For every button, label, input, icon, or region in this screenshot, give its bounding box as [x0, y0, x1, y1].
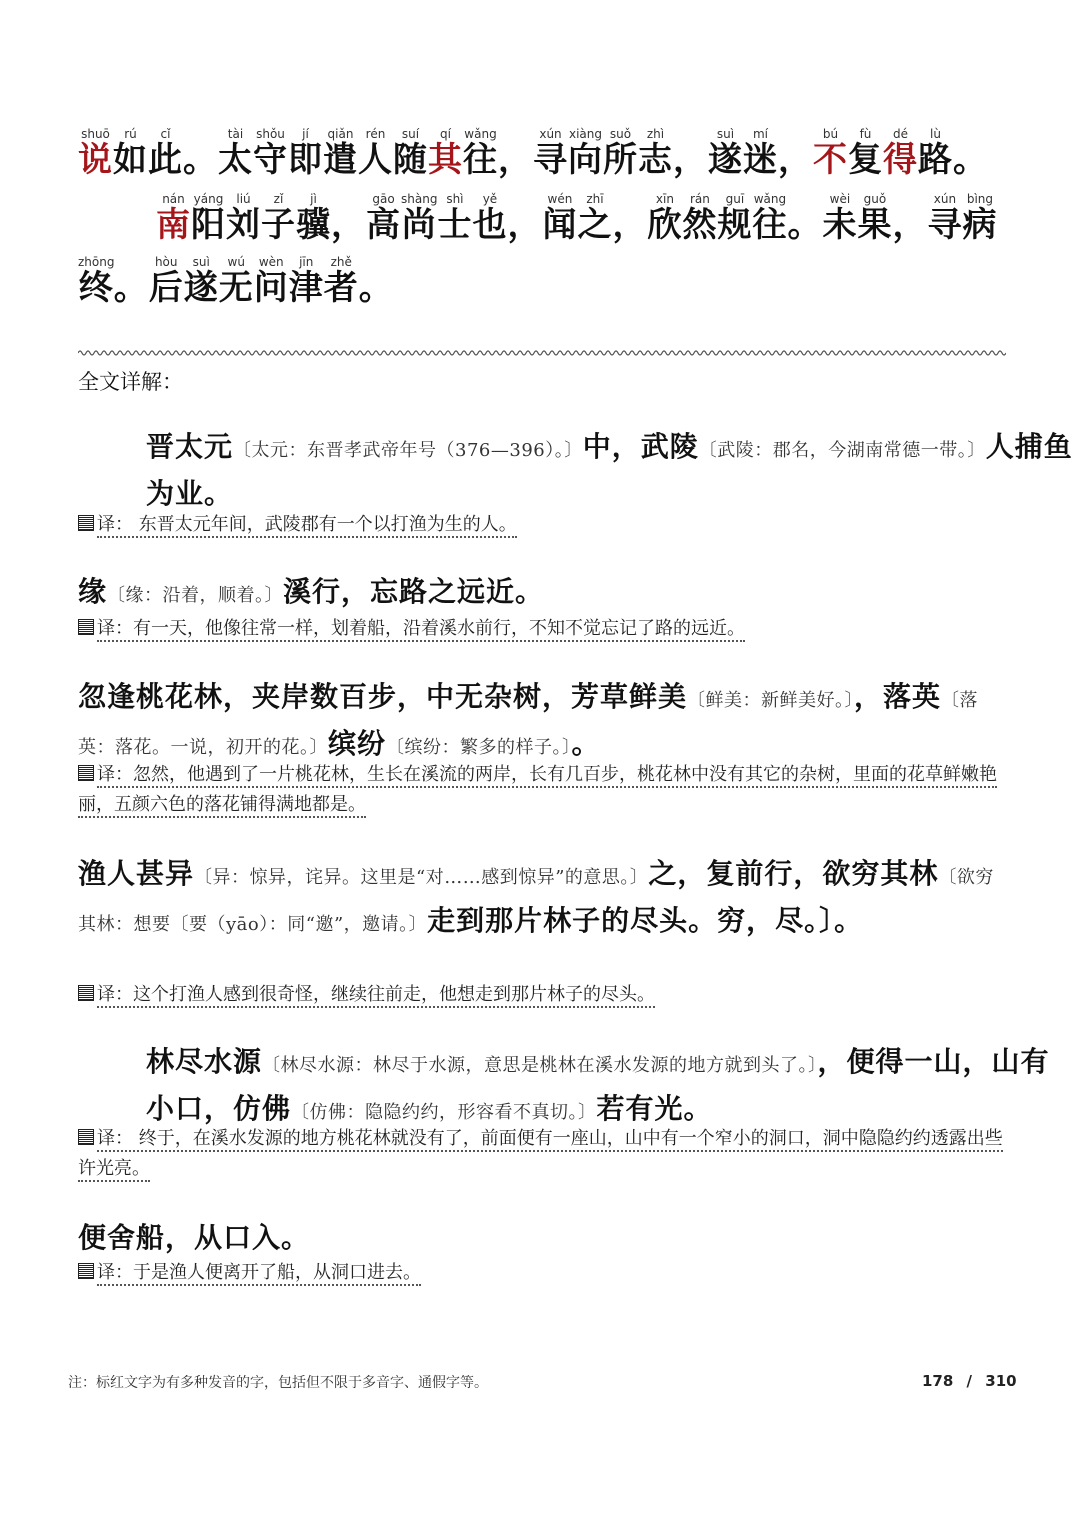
- footer-note: 注：标红文字为有多种发音的字，包括但不限于多音字、通假字等。: [68, 1375, 488, 1391]
- page-current: 178: [922, 1372, 954, 1390]
- ruby-char: 津jīn: [288, 255, 324, 308]
- pinyin: wèi: [822, 192, 858, 206]
- pinyin: rán: [682, 192, 718, 206]
- pinyin: bìng: [962, 192, 998, 206]
- ruby-char: 寻xún: [533, 127, 568, 180]
- pinyin: yáng: [191, 192, 226, 206]
- pinyin: jīn: [288, 255, 324, 269]
- verse-block-1: [78, 425, 1074, 515]
- pinyin: shì: [437, 192, 473, 206]
- pinyin: rú: [113, 127, 148, 141]
- pinyin: guǒ: [857, 192, 893, 206]
- punctuation: ，: [498, 140, 533, 180]
- pinyin: zhōng: [78, 255, 115, 269]
- translation-text: 译：有一天，他像往常一样，划着船，沿着溪水前行，不知不觉忘记了路的远近。: [97, 618, 745, 642]
- verse-block-3: [78, 675, 1006, 769]
- source-text: 缤纷: [328, 727, 387, 760]
- punctuation: 。: [358, 268, 394, 308]
- pinyin: xún: [533, 127, 568, 141]
- ruby-char: 问wèn: [253, 255, 289, 308]
- pinyin: suì: [183, 255, 219, 269]
- translation-text: 译：忽然，他遇到了一片桃花林，生长在溪流的两岸，长有几百步，桃花林中没有其它的杂树，里面的花草鲜嫩艳丽，五颜六色的落花铺得满地都是。: [78, 764, 997, 818]
- punctuation: ，: [673, 140, 708, 180]
- ruby-char: 果guǒ: [857, 192, 893, 245]
- pinyin: bú: [813, 127, 848, 141]
- ruby-char: 往wǎng: [463, 127, 498, 180]
- ruby-char: 然rán: [682, 192, 718, 245]
- ruby-char: 人rén: [358, 127, 393, 180]
- source-text: 晋太元: [146, 430, 234, 463]
- pinyin-line-2: [156, 193, 997, 246]
- pinyin: xún: [927, 192, 963, 206]
- annotation-note: 〔缘：沿着，顺着。〕: [107, 585, 284, 606]
- source-text: 走到那片林子的尽头。穷，尽。〕。: [427, 904, 864, 937]
- ruby-char: 不bú: [813, 127, 848, 180]
- translation-5: [78, 1124, 1006, 1184]
- translation-6: [78, 1258, 1006, 1288]
- verse-block-5: [78, 1040, 1074, 1134]
- wavy-divider: [78, 348, 1006, 358]
- pinyin: wú: [218, 255, 254, 269]
- source-text: 之，复前行，欲穷其林: [648, 857, 939, 890]
- punctuation: 。: [113, 268, 149, 308]
- annotation-note: 〔太元：东晋孝武帝年号（376—396）。〕: [233, 440, 583, 461]
- translation-1: [78, 510, 1006, 540]
- annotation-note: 〔鲜美：新鲜美好。〕: [687, 690, 855, 711]
- ruby-char: 向xiàng: [568, 127, 603, 180]
- verse-block-4: [78, 852, 1006, 946]
- pinyin: xiàng: [568, 127, 603, 141]
- pinyin: guī: [717, 192, 753, 206]
- pinyin: zhì: [638, 127, 673, 141]
- ruby-char: 尚shàng: [401, 192, 438, 245]
- source-text: 。: [571, 727, 601, 760]
- punctuation: ，: [331, 205, 366, 245]
- ruby-char: 也yě: [472, 192, 508, 245]
- ruby-char: 迷mí: [743, 127, 778, 180]
- verse-block-2: [78, 570, 1006, 617]
- ruby-char: 欣xīn: [647, 192, 683, 245]
- ruby-char: 南nán: [156, 192, 191, 245]
- pinyin: wǎng: [752, 192, 788, 206]
- pinyin: shǒu: [253, 127, 288, 141]
- pinyin: tài: [218, 127, 253, 141]
- pinyin: zhě: [323, 255, 359, 269]
- ruby-char: 如rú: [113, 127, 148, 180]
- ruby-char: 说shuō: [78, 127, 113, 180]
- pinyin: dé: [883, 127, 918, 141]
- ruby-char: 遂suì: [708, 127, 743, 180]
- pinyin: lù: [918, 127, 953, 141]
- pinyin: zhī: [577, 192, 613, 206]
- ruby-char: 随suí: [393, 127, 428, 180]
- ruby-char: 遣qiǎn: [323, 127, 358, 180]
- square-icon: [78, 515, 94, 531]
- pinyin: liú: [226, 192, 261, 206]
- pinyin: xīn: [647, 192, 683, 206]
- translation-2: [78, 614, 1006, 644]
- ruby-char: 路lù: [918, 127, 953, 180]
- source-text: 林尽水源: [146, 1045, 263, 1078]
- page-number: [922, 1372, 1017, 1390]
- ruby-char: 子zǐ: [261, 192, 296, 245]
- source-text: 若有光。: [596, 1092, 713, 1125]
- ruby-char: 往wǎng: [752, 192, 788, 245]
- source-text: 溪行，忘路之远近。: [283, 575, 545, 608]
- ruby-char: 即jí: [288, 127, 323, 180]
- ruby-char: 闻wén: [542, 192, 578, 245]
- annotation-note: 〔欲穷其林：想要〔要（yāo）：同“邀”，邀请。〕: [78, 867, 994, 935]
- ruby-char: 太tài: [218, 127, 253, 180]
- ruby-char: 得dé: [883, 127, 918, 180]
- pinyin: jì: [296, 192, 331, 206]
- ruby-char: 病bìng: [962, 192, 998, 245]
- ruby-char: 复fù: [848, 127, 883, 180]
- punctuation: 。: [787, 205, 823, 245]
- page-total: 310: [985, 1372, 1017, 1390]
- ruby-char: 守shǒu: [253, 127, 288, 180]
- square-icon: [78, 765, 94, 781]
- source-text: 中，武陵: [582, 430, 699, 463]
- ruby-char: 遂suì: [183, 255, 219, 308]
- source-text: 忽逢桃花林，夹岸数百步，中无杂树，芳草鲜美: [78, 680, 688, 713]
- ruby-char: 未wèi: [822, 192, 858, 245]
- ruby-char: 高gāo: [366, 192, 401, 245]
- ruby-char: 其qí: [428, 127, 463, 180]
- ruby-char: 志zhì: [638, 127, 673, 180]
- ruby-char: 规guī: [717, 192, 753, 245]
- annotation-note: 〔异：惊异，诧异。这里是“对……感到惊异”的意思。〕: [194, 867, 649, 888]
- annotation-note: 〔仿佛：隐隐约约，形容看不真切。〕: [291, 1102, 597, 1123]
- pinyin: rén: [358, 127, 393, 141]
- annotation-note: 〔林尽水源：林尽于水源，意思是桃林在溪水发源的地方就到头了。〕: [262, 1055, 818, 1076]
- pinyin: jí: [288, 127, 323, 141]
- square-icon: [78, 619, 94, 635]
- pinyin: hòu: [148, 255, 184, 269]
- annotation-note: 〔武陵：郡名，今湖南常德一带。〕: [698, 440, 986, 461]
- verse-block-6: [78, 1216, 1006, 1259]
- section-label: 全文详解：: [78, 370, 183, 394]
- pinyin: suǒ: [603, 127, 638, 141]
- ruby-char: 阳yáng: [191, 192, 226, 245]
- ruby-char: 刘liú: [226, 192, 261, 245]
- pinyin: suì: [708, 127, 743, 141]
- ruby-char: 士shì: [437, 192, 473, 245]
- pinyin: shàng: [401, 192, 438, 206]
- annotation-note: 〔落英：落花。一说，初开的花。〕: [78, 690, 979, 758]
- pinyin: cǐ: [148, 127, 183, 141]
- punctuation: ，: [507, 205, 543, 245]
- punctuation: ，: [612, 205, 648, 245]
- ruby-char: 无wú: [218, 255, 254, 308]
- ruby-char: 此cǐ: [148, 127, 183, 180]
- page-separator: /: [966, 1372, 973, 1390]
- ruby-char: 后hòu: [148, 255, 184, 308]
- pinyin: yě: [472, 192, 508, 206]
- translation-text: 译： 终于，在溪水发源的地方桃花林就没有了，前面便有一座山，山中有一个窄小的洞口，洞中隐隐约约透露出些许光亮。: [78, 1128, 1003, 1182]
- translation-text: 译： 东晋太元年间，武陵郡有一个以打渔为生的人。: [97, 514, 517, 538]
- source-text: 便舍船，从口入。: [78, 1221, 311, 1254]
- translation-text: 译：于是渔人便离开了船，从洞口进去。: [97, 1262, 421, 1286]
- pinyin: wén: [542, 192, 578, 206]
- pinyin: wèn: [253, 255, 289, 269]
- pinyin: zǐ: [261, 192, 296, 206]
- pinyin: qí: [428, 127, 463, 141]
- source-text: 渔人甚异: [78, 857, 195, 890]
- source-text: 人捕鱼为业。: [146, 430, 1073, 510]
- square-icon: [78, 985, 94, 1001]
- pinyin: mí: [743, 127, 778, 141]
- pinyin: shuō: [78, 127, 113, 141]
- pinyin: nán: [156, 192, 191, 206]
- source-text: ，落英: [854, 680, 942, 713]
- source-text: ，便得一山，山有小口，仿佛: [146, 1045, 1050, 1125]
- pinyin: fù: [848, 127, 883, 141]
- pinyin: qiǎn: [323, 127, 358, 141]
- translation-3: [78, 760, 1006, 820]
- ruby-char: 所suǒ: [603, 127, 638, 180]
- punctuation: 。: [183, 140, 218, 180]
- punctuation: ，: [778, 140, 813, 180]
- ruby-char: 之zhī: [577, 192, 613, 245]
- ruby-char: 寻xún: [927, 192, 963, 245]
- translation-text: 译：这个打渔人感到很奇怪，继续往前走，他想走到那片林子的尽头。: [97, 984, 655, 1008]
- annotation-note: 〔缤纷：繁多的样子。〕: [386, 737, 572, 758]
- source-text: 缘: [78, 575, 108, 608]
- pinyin: wǎng: [463, 127, 498, 141]
- ruby-char: 终zhōng: [78, 255, 115, 308]
- ruby-char: 骥jì: [296, 192, 331, 245]
- pinyin-line-1: [78, 128, 988, 181]
- pinyin: gāo: [366, 192, 401, 206]
- ruby-char: 者zhě: [323, 255, 359, 308]
- pinyin-line-3: [78, 256, 394, 309]
- pinyin: suí: [393, 127, 428, 141]
- square-icon: [78, 1263, 94, 1279]
- punctuation: 。: [953, 140, 988, 180]
- translation-4: [78, 980, 1006, 1010]
- square-icon: [78, 1129, 94, 1145]
- punctuation: ，: [892, 205, 928, 245]
